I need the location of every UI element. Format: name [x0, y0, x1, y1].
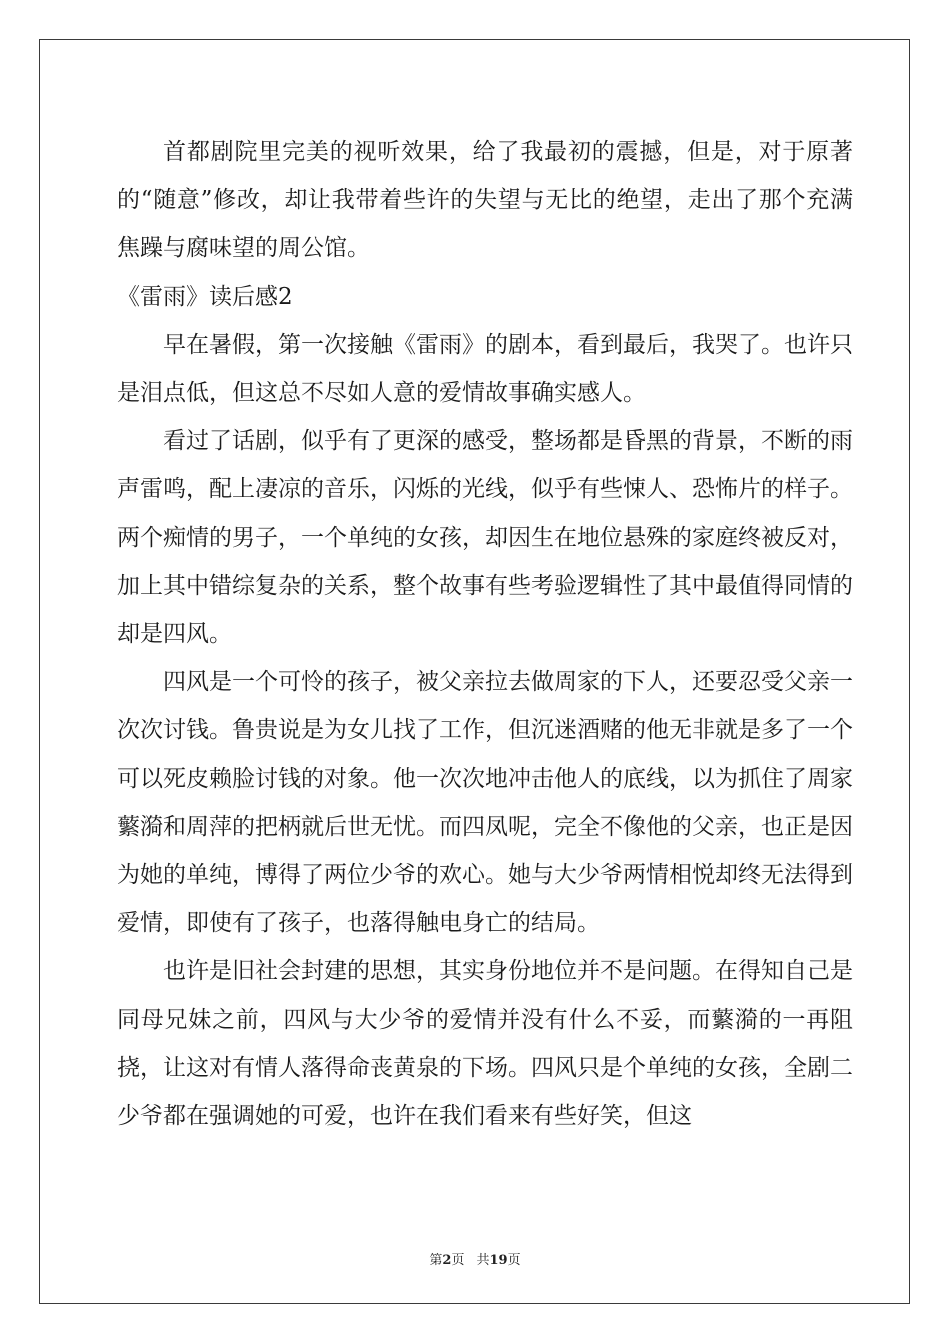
paragraph-intro: 首都剧院里完美的视听效果，给了我最初的震撼，但是，对于原著的“随意”修改，却让我带着些许的失望与无比的绝望，走出了那个充满焦躁与腐味望的周公馆。 [117, 139, 853, 262]
paragraph-1: 早在暑假，第一次接触《雷雨》的剧本，看到最后，我哭了。也许只是泪点低，但这总不尽如人意的爱情故事确实感人。 [117, 331, 853, 407]
document-body [117, 128, 853, 1140]
page-suffix: 页 [451, 1253, 465, 1268]
total-suffix: 页 [507, 1253, 521, 1268]
paragraph-4: 也许是旧社会封建的思想，其实身份地位并不是问题。在得知自己是同母兄妹之前，四风与大少爷的爱情并没有什么不妥，而蘩漪的一再阻挠，让这对有情人落得命丧黄泉的下场。四风只是个单纯的女孩，全剧二少爷都在强调她的可爱，也许在我们看来有些好笑，但这 [117, 958, 853, 1130]
paragraph-3: 四风是一个可怜的孩子，被父亲拉去做周家的下人，还要忍受父亲一次次讨钱。鲁贵说是为女儿找了工作，但沉迷酒赌的他无非就是多了一个可以死皮赖脸讨钱的对象。他一次次地冲击他人的底线，以为抓住了周家蘩漪和周萍的把柄就后世无忧。而四凤呢，完全不像他的父亲，也正是因为她的单纯，博得了两位少爷的欢心。她与大少爷两情相悦却终无法得到爱情，即使有了孩子，也落得触电身亡的结局。 [117, 669, 853, 937]
page-footer [0, 1249, 950, 1268]
section-heading: 《雷雨》读后感2 [117, 283, 293, 310]
total-pages: 19 [489, 1253, 508, 1268]
page-prefix: 第 [429, 1253, 443, 1268]
paragraph-2: 看过了话剧，似乎有了更深的感受，整场都是昏黑的背景，不断的雨声雷鸣，配上凄凉的音乐，闪烁的光线，似乎有些悚人、恐怖片的样子。两个痴情的男子，一个单纯的女孩，却因生在地位悬殊的家庭终被反对，加上其中错综复杂的关系，整个故事有些考验逻辑性了其中最值得同情的却是四风。 [117, 428, 853, 648]
total-prefix: 共 [476, 1253, 490, 1268]
page-number: 2 [442, 1253, 452, 1268]
